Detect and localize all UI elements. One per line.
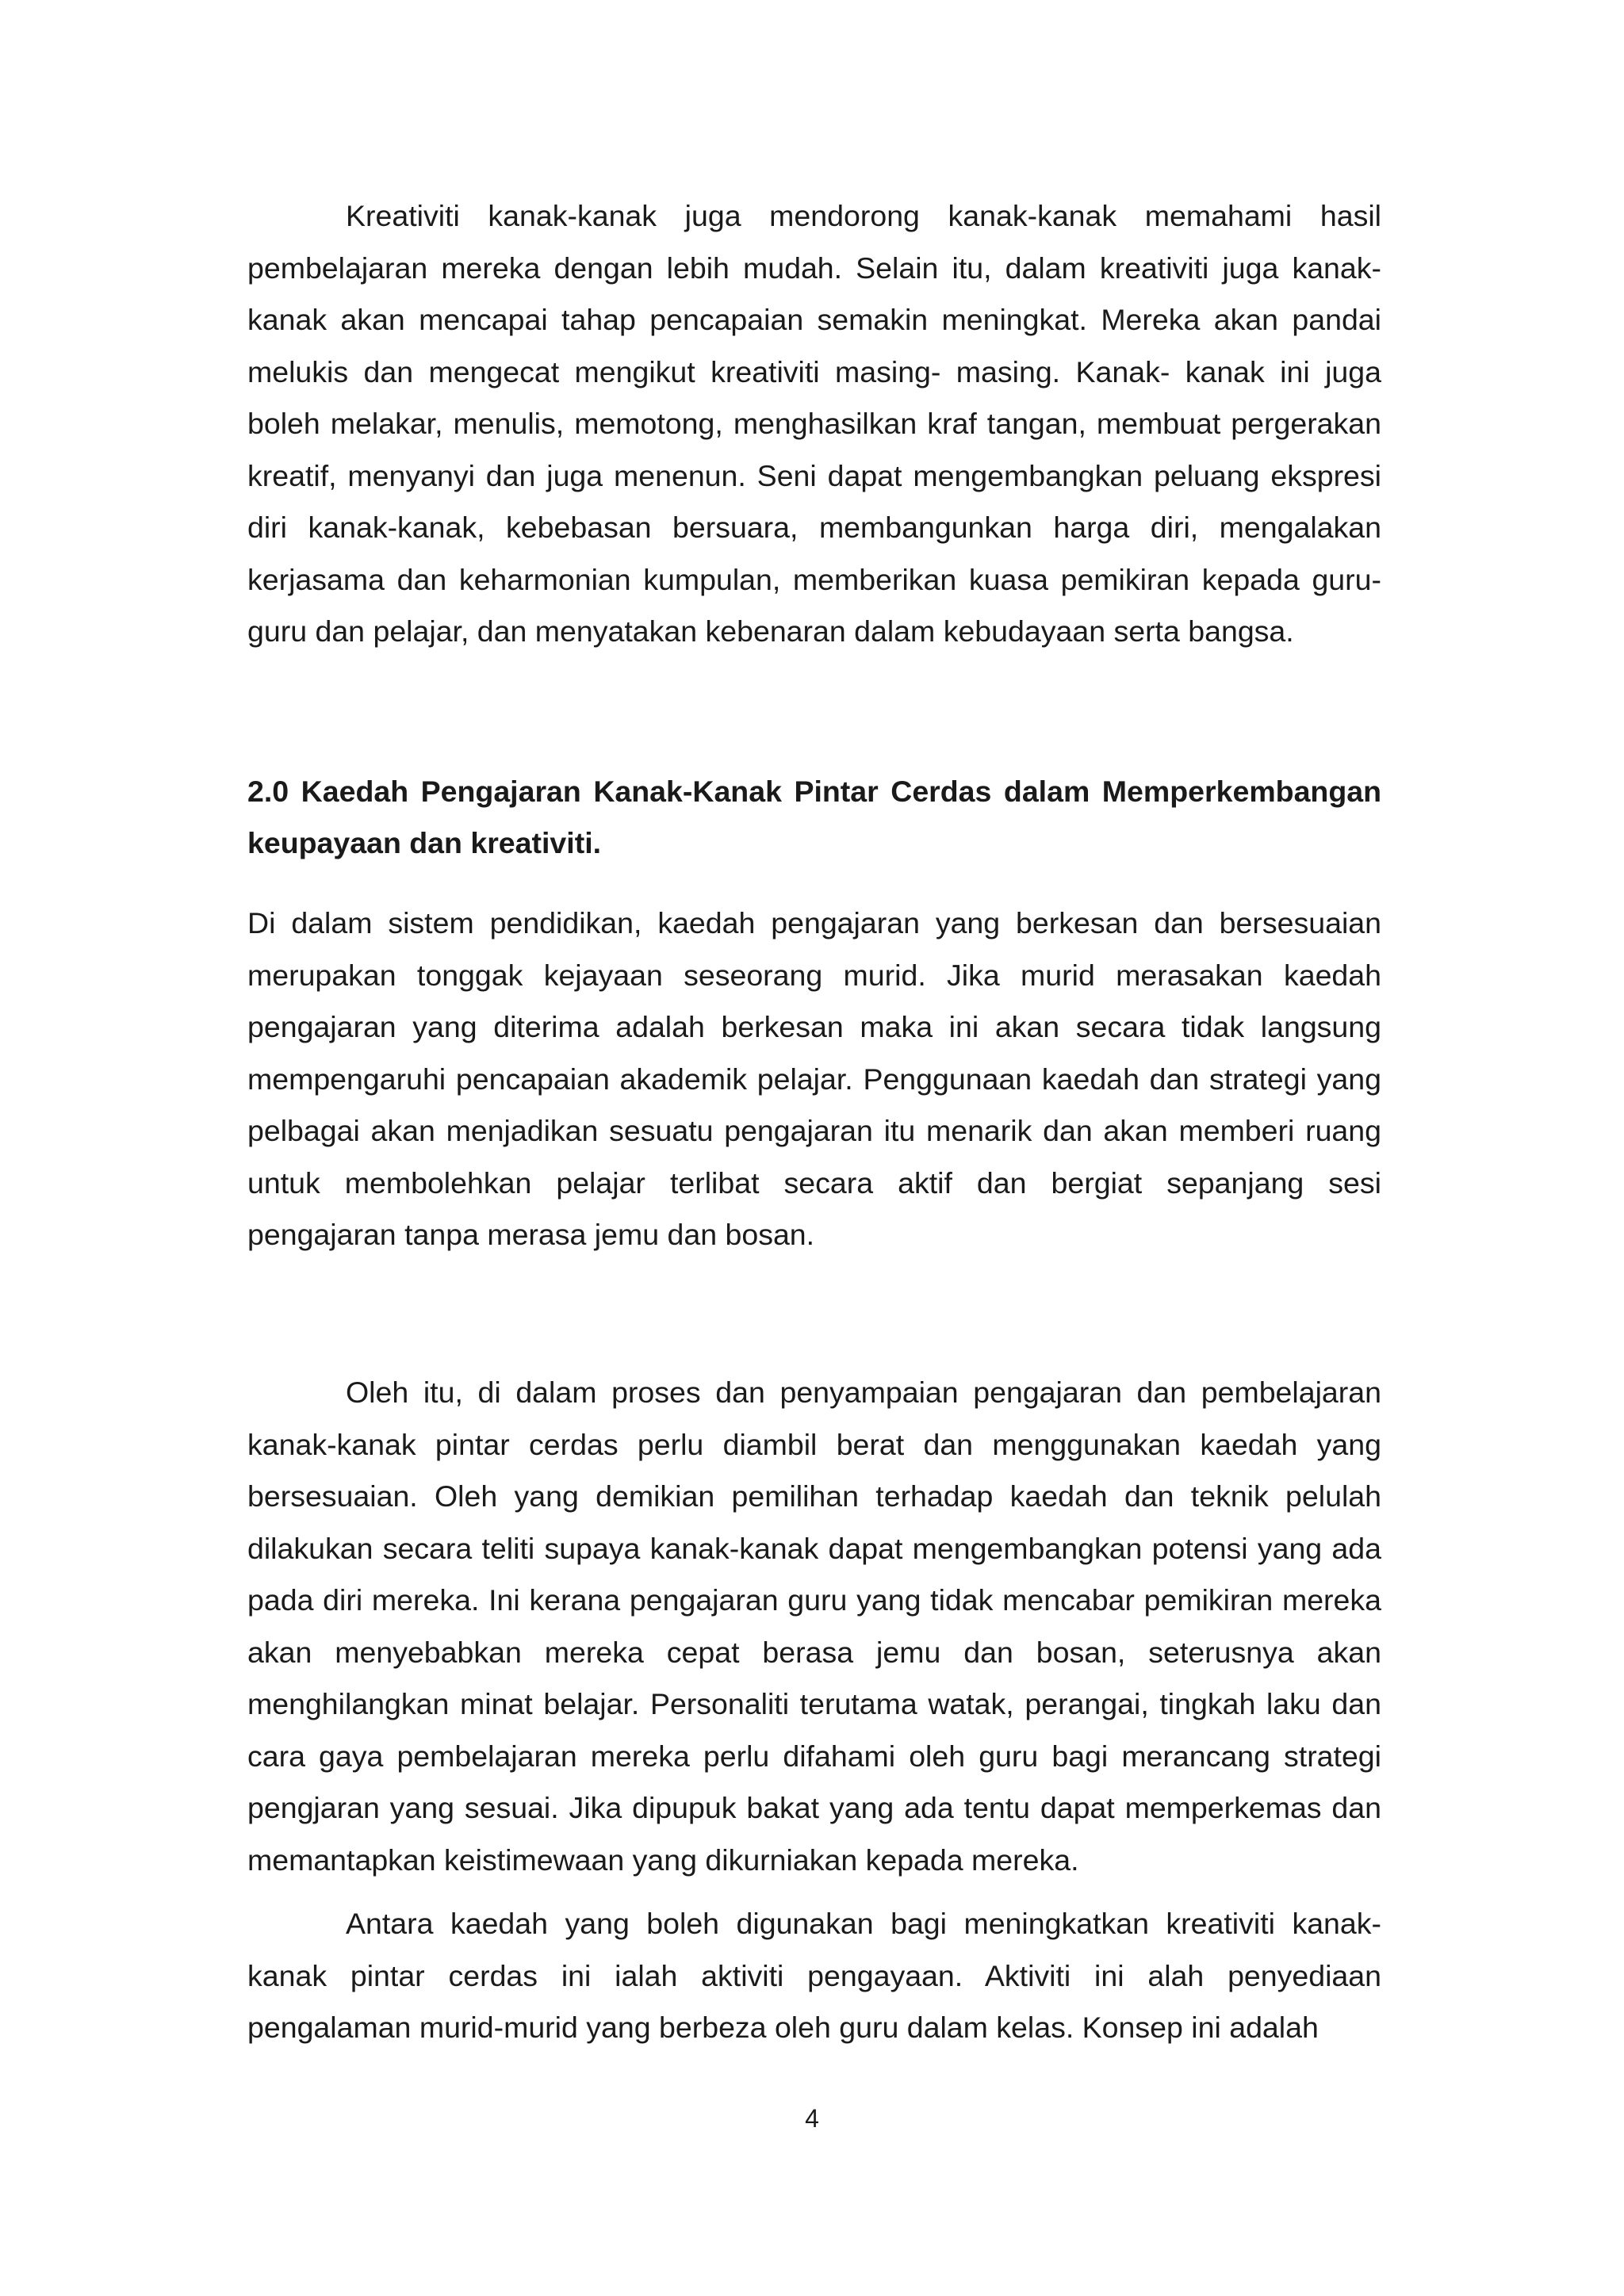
paragraph-block-1 [247,190,1381,658]
section-heading-block [247,766,1381,869]
paragraph-creativity-benefits: Kreativiti kanak-kanak juga mendorong kanak-kanak memahami hasil pembelajaran mereka dengan lebih mudah. Selain itu, dalam kreativiti juga kanak-kanak akan mencapai tahap pencapaian semakin meningkat. Mereka akan pandai melukis dan mengecat mengikut kreativiti masing- masing. Kanak- kanak ini juga boleh melakar, menulis, memotong, menghasilkan kraf tangan, membuat pergerakan kreatif, menyanyi dan juga menenun. Seni dapat mengembangkan peluang ekspresi diri kanak-kanak, kebebasan bersuara, membangunkan harga diri, mengalakan kerjasama dan keharmonian kumpulan, memberikan kuasa pemikiran kepada guru-guru dan pelajar, dan menyatakan kebenaran dalam kebudayaan serta bangsa. [247,199,1381,648]
section-heading: 2.0 Kaedah Pengajaran Kanak-Kanak Pintar Cerdas dalam Memperkembangan keupayaan dan kreativiti. [247,775,1381,859]
paragraph-teaching-methods: Di dalam sistem pendidikan, kaedah pengajaran yang berkesan dan bersesuaian merupakan tonggak kejayaan seseorang murid. Jika murid merasakan kaedah pengajaran yang diterima adalah berkesan maka ini akan secara tidak langsung mempengaruhi pencapaian akademik pelajar. Penggunaan kaedah dan strategi yang pelbagai akan menjadikan sesuatu pengajaran itu menarik dan akan memberi ruang untuk membolehkan pelajar terlibat secara aktif dan bergiat sepanjang sesi pengajaran tanpa merasa jemu dan bosan. [247,906,1381,1251]
paragraph-enrichment-activity: Antara kaedah yang boleh digunakan bagi meningkatkan kreativiti kanak-kanak pintar cerdas ini ialah aktiviti pengayaan. Aktiviti ini alah penyediaan pengalaman murid-murid yang berbeza oleh guru dalam kelas. Konsep ini adalah [247,1907,1381,2044]
paragraph-block-2 [247,897,1381,1261]
paragraph-block-3 [247,1367,1381,1886]
page-number: 4 [805,2104,819,2133]
paragraph-block-4 [247,1898,1381,2054]
paragraph-teaching-process: Oleh itu, di dalam proses dan penyampaian pengajaran dan pembelajaran kanak-kanak pintar cerdas perlu diambil berat dan menggunakan kaedah yang bersesuaian. Oleh yang demikian pemilihan terhadap kaedah dan teknik pelulah dilakukan secara teliti supaya kanak-kanak dapat mengembangkan potensi yang ada pada diri mereka. Ini kerana pengajaran guru yang tidak mencabar pemikiran mereka akan menyebabkan mereka cepat berasa jemu dan bosan, seterusnya akan menghilangkan minat belajar. Personaliti terutama watak, perangai, tingkah laku dan cara gaya pembelajaran mereka perlu difahami oleh guru bagi merancang strategi pengjaran yang sesuai. Jika dipupuk bakat yang ada tentu dapat memperkemas dan memantapkan keistimewaan yang dikurniakan kepada mereka. [247,1376,1381,1877]
